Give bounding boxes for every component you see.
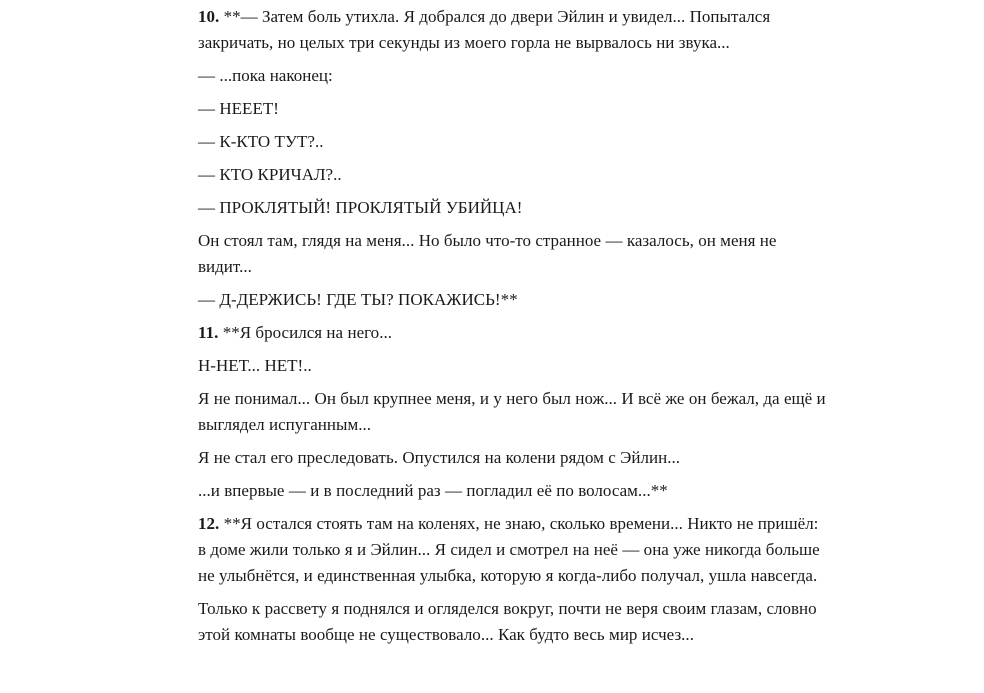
paragraph-on-stoyal-tam: Он стоял там, глядя на меня... Но было что-то странное — казалось, он меня не видит...: [198, 231, 777, 276]
dialogue-line-derzhis: — Д-ДЕРЖИСЬ! ГДЕ ТЫ? ПОКАЖИСЬ!**: [198, 290, 518, 309]
paragraph-ya-ne-stal-presledovat: Я не стал его преследовать. Опустился на колени рядом с Эйлин...: [198, 448, 681, 467]
dialogue-line-neeet: — НЕЕЕТ!: [198, 99, 279, 118]
list-number-10: 10.: [198, 7, 220, 26]
paragraph-i-vpervye: ...и впервые — и в последний раз — погладил её по волосам...**: [198, 481, 668, 500]
numbered-paragraph-11: [198, 320, 830, 346]
document-text-body: [198, 0, 830, 655]
dialogue-line-kto-krichal: — КТО КРИЧАЛ?..: [198, 165, 342, 184]
paragraph-text-11: **Я бросился на него...: [218, 323, 392, 342]
paragraph-text-10: **— Затем боль утихла. Я добрался до двери Эйлин и увидел... Попытался закричать, но целых три секунды из моего горла не вырвалось ни звука...: [198, 7, 771, 52]
list-number-11: 11.: [198, 323, 219, 342]
numbered-paragraph-12: [198, 511, 830, 589]
paragraph-text-12: **Я остался стоять там на коленях, не знаю, сколько времени... Никто не пришёл: в доме жили только я и Эйлин... Я сидел и смотрел на неё — она уже никогда больше не улыбнётся, и единственная улыбка, которую я когда-либо получал, ушла навсегда.: [198, 514, 820, 585]
numbered-paragraph-10: [198, 4, 830, 56]
dialogue-line-poka-nakonets: — ...пока наконец:: [198, 66, 333, 85]
paragraph-ya-ne-ponimal: Я не понимал... Он был крупнее меня, и у него был нож... И всё же он бежал, да ещё и выглядел испуганным...: [198, 389, 826, 434]
dialogue-line-k-kto-tut: — К-КТО ТУТ?..: [198, 132, 324, 151]
list-number-12: 12.: [198, 514, 220, 533]
dialogue-line-proklyatyy-ubiytsa: — ПРОКЛЯТЫЙ! ПРОКЛЯТЫЙ УБИЙЦА!: [198, 198, 523, 217]
paragraph-tolko-k-rassvetu: Только к рассвету я поднялся и огляделся вокруг, почти не веря своим глазам, словно этой комнаты вообще не существовало... Как будто весь мир исчез...: [198, 599, 817, 644]
dialogue-line-n-net: Н-НЕТ... НЕТ!..: [198, 356, 312, 375]
